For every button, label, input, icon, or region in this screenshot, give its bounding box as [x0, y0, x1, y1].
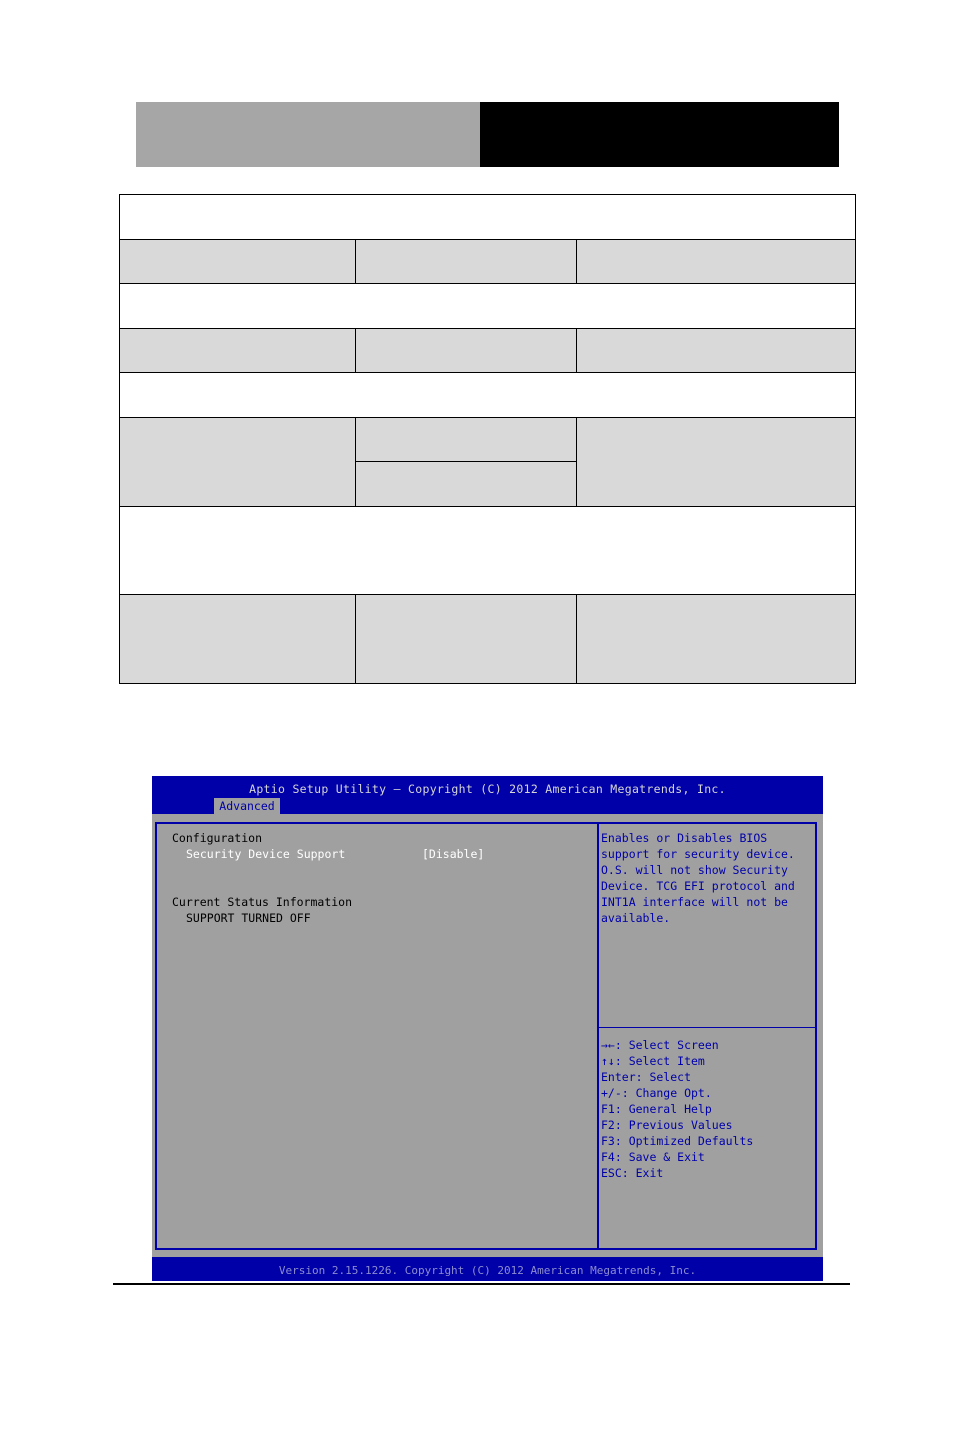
table-cell [577, 329, 856, 373]
help-divider [599, 1027, 815, 1028]
key-enter: Enter: Select [601, 1070, 692, 1084]
header-bar-right [480, 102, 839, 167]
section-configuration: Configuration [172, 831, 263, 845]
help-text [601, 830, 815, 926]
key-legend [601, 1037, 753, 1181]
table-cell [356, 595, 577, 684]
help-line: available. [601, 911, 671, 925]
options-table [119, 194, 856, 684]
table-section-row [120, 373, 856, 418]
header-bar-left [136, 102, 480, 167]
table-cell [120, 329, 356, 373]
key-select-screen: →←: Select Screen [601, 1038, 719, 1052]
table-section-row [120, 507, 856, 595]
table-cell [577, 418, 856, 507]
bios-footer: Version 2.15.1226. Copyright (C) 2012 American Megatrends, Inc. [278, 1264, 697, 1277]
bios-divider [597, 822, 599, 1250]
table-cell [356, 462, 577, 507]
key-change-opt: +/-: Change Opt. [601, 1086, 712, 1100]
key-select-item: ↑↓: Select Item [601, 1054, 705, 1068]
help-line: O.S. will not show Security [601, 863, 788, 877]
table-cell [120, 595, 356, 684]
status-text: SUPPORT TURNED OFF [186, 911, 311, 925]
table-header-cell [356, 240, 577, 284]
table-cell [577, 595, 856, 684]
key-optimized-defaults: F3: Optimized Defaults [601, 1134, 754, 1148]
key-general-help: F1: General Help [601, 1102, 712, 1116]
help-line: Enables or Disables BIOS [601, 831, 768, 845]
key-save-exit: F4: Save & Exit [601, 1150, 705, 1164]
security-device-support-value[interactable]: [Disable] [422, 847, 485, 861]
page-footer-rule [113, 1283, 850, 1285]
help-line: Device. TCG EFI protocol and [601, 879, 795, 893]
section-current-status: Current Status Information [172, 895, 353, 909]
key-previous-values: F2: Previous Values [601, 1118, 733, 1132]
table-cell [120, 418, 356, 507]
help-line: INT1A interface will not be [601, 895, 788, 909]
table-title-row [120, 195, 856, 240]
help-line: support for security device. [601, 847, 795, 861]
security-device-support-label[interactable]: Security Device Support [186, 847, 346, 861]
table-cell [356, 418, 577, 462]
table-header-cell [120, 240, 356, 284]
bios-screenshot [152, 776, 823, 1281]
tab-advanced[interactable]: Advanced [214, 798, 280, 814]
bios-title: Aptio Setup Utility – Copyright (C) 2012 American Megatrends, Inc. [249, 782, 726, 796]
table-header-cell [577, 240, 856, 284]
table-section-row [120, 284, 856, 329]
table-cell [356, 329, 577, 373]
key-esc-exit: ESC: Exit [601, 1166, 664, 1180]
